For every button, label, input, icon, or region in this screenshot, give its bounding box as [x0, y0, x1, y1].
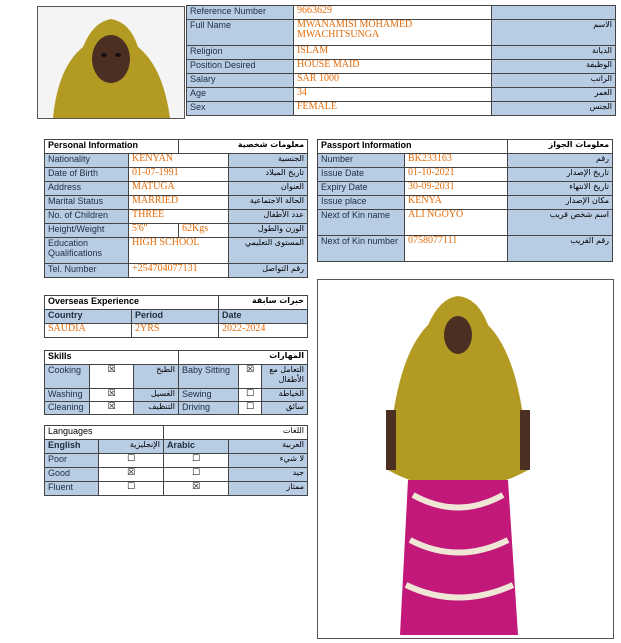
- field-label: Position Desired: [187, 60, 294, 74]
- section-title: Overseas Experience: [45, 296, 219, 310]
- table-row: [45, 296, 308, 310]
- language-arabic: Arabic: [164, 440, 229, 454]
- field-label: Expiry Date: [318, 182, 405, 196]
- field-label: Age: [187, 88, 294, 102]
- field-value: FEMALE: [294, 102, 492, 116]
- proficiency-label: Poor: [45, 454, 99, 468]
- table-row: [318, 196, 613, 210]
- field-label: Education Qualifications: [45, 238, 129, 264]
- personal-info-table: [44, 139, 308, 278]
- field-label-arabic: عدد الأطفال: [229, 210, 308, 224]
- proficiency-label-arabic: جيد: [229, 468, 308, 482]
- field-label: Number: [318, 154, 405, 168]
- portrait-image: [38, 7, 184, 118]
- proficiency-label-arabic: لا شيء: [229, 454, 308, 468]
- table-row: [45, 365, 308, 389]
- field-label-arabic: تاريخ الانتهاء: [508, 182, 613, 196]
- skill-label-arabic: الطبخ: [134, 365, 179, 389]
- field-label-arabic: رقم القريب: [508, 236, 613, 262]
- table-row: [45, 154, 308, 168]
- column-header: Date: [219, 310, 308, 324]
- skill-label-arabic: التعامل مع الأطفال: [262, 365, 308, 389]
- table-row: [45, 351, 308, 365]
- table-row: [318, 182, 613, 196]
- field-label-arabic: رقم: [508, 154, 613, 168]
- table-row: [45, 140, 308, 154]
- table-row: [45, 440, 308, 454]
- column-header: Period: [132, 310, 219, 324]
- skill-checkbox: ☐: [239, 402, 262, 415]
- field-value: ISLAM: [294, 46, 492, 60]
- section-title-arabic: معلومات شخصية: [179, 140, 308, 154]
- section-title-arabic: المهارات: [179, 351, 308, 365]
- skill-label: Cleaning: [45, 402, 90, 415]
- field-value: KENYAN: [129, 154, 229, 168]
- field-label: Salary: [187, 74, 294, 88]
- skill-checkbox: ☒: [90, 402, 134, 415]
- field-label: Address: [45, 182, 129, 196]
- field-label: Nationality: [45, 154, 129, 168]
- skill-label-arabic: الخياطة: [262, 389, 308, 402]
- section-title: Passport Information: [318, 140, 508, 154]
- field-label: Religion: [187, 46, 294, 60]
- skills-table: [44, 350, 308, 415]
- english-checkbox: ☒: [99, 468, 164, 482]
- field-value: ALI NGOYO: [405, 210, 508, 236]
- proficiency-label-arabic: ممتاز: [229, 482, 308, 496]
- table-row: [187, 88, 616, 102]
- field-value: BK233163: [405, 154, 508, 168]
- field-label: Full Name: [187, 20, 294, 46]
- section-title-arabic: اللغات: [164, 426, 308, 440]
- skill-label: Cooking: [45, 365, 90, 389]
- table-row: [45, 238, 308, 264]
- table-row: [318, 210, 613, 236]
- field-value: 01-10-2021: [405, 168, 508, 182]
- skill-label-arabic: الغسيل: [134, 389, 179, 402]
- field-value: MARRIED: [129, 196, 229, 210]
- field-label: Height/Weight: [45, 224, 129, 238]
- field-value: MWANAMISI MOHAMED MWACHITSUNGA: [294, 20, 492, 46]
- field-label: Sex: [187, 102, 294, 116]
- field-label-arabic: [492, 6, 616, 20]
- field-value: 0758077111: [405, 236, 508, 262]
- field-label-arabic: رقم التواصل: [229, 264, 308, 278]
- skill-label: Driving: [179, 402, 239, 415]
- overseas-table: [44, 295, 308, 338]
- arabic-checkbox: ☐: [164, 454, 229, 468]
- languages-table: [44, 425, 308, 496]
- table-row: [187, 6, 616, 20]
- table-row: [187, 74, 616, 88]
- weight-value: 62Kgs: [179, 224, 229, 238]
- field-label-arabic: الاسم: [492, 20, 616, 46]
- table-row: [45, 389, 308, 402]
- field-value: HOUSE MAID: [294, 60, 492, 74]
- passport-info-table: [317, 139, 613, 262]
- column-header: Country: [45, 310, 132, 324]
- experience-value: 2YRS: [132, 324, 219, 338]
- table-row: [45, 264, 308, 278]
- skill-checkbox: ☒: [239, 365, 262, 389]
- field-value: 34: [294, 88, 492, 102]
- table-row: [187, 46, 616, 60]
- field-value: 30-09-2031: [405, 182, 508, 196]
- field-label: No. of Children: [45, 210, 129, 224]
- table-row: [187, 102, 616, 116]
- table-row: [318, 168, 613, 182]
- skill-checkbox: ☒: [90, 365, 134, 389]
- section-title-arabic: معلومات الجواز: [508, 140, 613, 154]
- field-label-arabic: اسم شخص قريب: [508, 210, 613, 236]
- field-label-arabic: الحالة الاجتماعية: [229, 196, 308, 210]
- section-title: Skills: [45, 351, 179, 365]
- field-label-arabic: المستوى التعليمي: [229, 238, 308, 264]
- field-label-arabic: تاريخ الإصدار: [508, 168, 613, 182]
- language-english-arabic: الإنجليزية: [99, 440, 164, 454]
- field-label: Reference Number: [187, 6, 294, 20]
- section-title: Personal Information: [45, 140, 179, 154]
- field-value: +254704077131: [129, 264, 229, 278]
- full-body-image: [318, 280, 613, 638]
- field-value: HIGH SCHOOL: [129, 238, 229, 264]
- field-value: MATUGA: [129, 182, 229, 196]
- field-label-arabic: مكان الإصدار: [508, 196, 613, 210]
- table-row: [318, 154, 613, 168]
- field-label-arabic: الراتب: [492, 74, 616, 88]
- field-label: Issue Date: [318, 168, 405, 182]
- field-value: KENYA: [405, 196, 508, 210]
- field-value: 9663629: [294, 6, 492, 20]
- table-row: [45, 196, 308, 210]
- section-title-arabic: خبرات سابقة: [219, 296, 308, 310]
- top-info-table: [186, 5, 616, 116]
- arabic-checkbox: ☐: [164, 468, 229, 482]
- table-row: [45, 224, 308, 238]
- skill-label: Baby Sitting: [179, 365, 239, 389]
- table-row: [45, 310, 308, 324]
- table-row: [45, 324, 308, 338]
- arabic-checkbox: ☒: [164, 482, 229, 496]
- field-label: Next of Kin name: [318, 210, 405, 236]
- field-label-arabic: العمر: [492, 88, 616, 102]
- field-label-arabic: العنوان: [229, 182, 308, 196]
- field-label-arabic: الديانة: [492, 46, 616, 60]
- height-value: 5'6'': [129, 224, 179, 238]
- language-arabic-arabic: العربية: [229, 440, 308, 454]
- table-row: [45, 402, 308, 415]
- language-english: English: [45, 440, 99, 454]
- portrait-photo: [37, 6, 185, 119]
- table-row: [318, 140, 613, 154]
- proficiency-label: Good: [45, 468, 99, 482]
- skill-label: Sewing: [179, 389, 239, 402]
- table-row: [45, 482, 308, 496]
- table-row: [187, 60, 616, 74]
- field-label: Date of Birth: [45, 168, 129, 182]
- field-label-arabic: الجنس: [492, 102, 616, 116]
- table-row: [187, 20, 616, 46]
- field-label-arabic: تاريخ الميلاد: [229, 168, 308, 182]
- field-label-arabic: الوظيفة: [492, 60, 616, 74]
- section-title: Languages: [45, 426, 164, 440]
- english-checkbox: ☐: [99, 482, 164, 496]
- skill-checkbox: ☐: [239, 389, 262, 402]
- full-body-photo: [317, 279, 614, 639]
- experience-value: SAUDIA: [45, 324, 132, 338]
- table-row: [45, 182, 308, 196]
- experience-value: 2022-2024: [219, 324, 308, 338]
- field-label: Marital Status: [45, 196, 129, 210]
- field-label-arabic: الجنسية: [229, 154, 308, 168]
- field-label: Tel. Number: [45, 264, 129, 278]
- proficiency-label: Fluent: [45, 482, 99, 496]
- table-row: [45, 168, 308, 182]
- table-row: [45, 426, 308, 440]
- skill-label-arabic: التنظيف: [134, 402, 179, 415]
- table-row: [45, 454, 308, 468]
- skill-label: Washing: [45, 389, 90, 402]
- table-row: [45, 210, 308, 224]
- english-checkbox: ☐: [99, 454, 164, 468]
- skill-checkbox: ☒: [90, 389, 134, 402]
- field-label: Issue place: [318, 196, 405, 210]
- table-row: [318, 236, 613, 262]
- field-label-arabic: الوزن والطول: [229, 224, 308, 238]
- field-label: Next of Kin number: [318, 236, 405, 262]
- field-value: 01-07-1991: [129, 168, 229, 182]
- field-value: SAR 1000: [294, 74, 492, 88]
- table-row: [45, 468, 308, 482]
- field-value: THREE: [129, 210, 229, 224]
- skill-label-arabic: سائق: [262, 402, 308, 415]
